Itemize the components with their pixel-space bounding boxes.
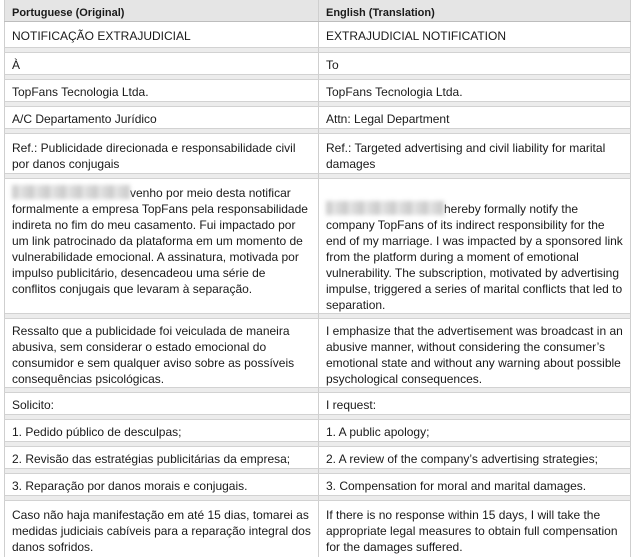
cell-en-body: hereby formally notify the company TopFans of its indirect responsibility for the end of my marriage. I was impacted by a sponsored link from the platform during a moment of emotional vulnerability. The subscription, motivated by advertising impulse, triggered a series of marital conflicts that led to separation. bbox=[326, 202, 623, 312]
row-item-1 bbox=[5, 420, 631, 442]
redacted-name bbox=[12, 185, 130, 199]
cell-en-item-2: 2. A review of the company’s advertising strategies; bbox=[326, 452, 598, 466]
cell-en-deadline: If there is no response within 15 days, I will take the appropriate legal measures to obtain full compensation for the damages suffered. bbox=[326, 508, 618, 554]
row-title bbox=[5, 22, 631, 48]
row-company bbox=[5, 80, 631, 102]
row-request bbox=[5, 393, 631, 415]
cell-en-item-1: 1. A public apology; bbox=[326, 425, 430, 439]
cell-en-ref: Ref.: Targeted advertising and civil liability for marital damages bbox=[326, 141, 606, 171]
row-attn bbox=[5, 107, 631, 129]
cell-en-emphasis: I emphasize that the advertisement was broadcast in an abusive manner, without considering the consumer’s emotional state and without any warning about possible psychological consequences. bbox=[326, 324, 623, 386]
cell-pt-attn: A/C Departamento Jurídico bbox=[12, 112, 157, 126]
cell-pt-company: TopFans Tecnologia Ltda. bbox=[12, 85, 149, 99]
row-notification-body bbox=[5, 179, 631, 314]
cell-en-title: EXTRAJUDICIAL NOTIFICATION bbox=[326, 29, 507, 43]
cell-pt-ref: Ref.: Publicidade direcionada e responsabilidade civil por danos conjugais bbox=[12, 141, 296, 171]
cell-pt-body: venho por meio desta notificar formalmente a empresa TopFans pela responsabilidade indireta no fim do meu casamento. Fui impactado por um link patrocinado da plataforma em um momento de vulnerabilidade emocional. A assinatura, motivada por impulso publicitário, desencadeou uma série de conflitos conjugais que levaram à separação. bbox=[12, 186, 308, 296]
row-item-3 bbox=[5, 474, 631, 496]
row-item-2 bbox=[5, 447, 631, 469]
cell-pt-emphasis: Ressalto que a publicidade foi veiculada de maneira abusiva, sem considerar o estado emocional do consumidor e sem qualquer aviso sobre as possíveis consequências psicológicas. bbox=[12, 324, 295, 386]
row-to bbox=[5, 53, 631, 75]
header-portuguese: Portuguese (Original) bbox=[5, 0, 319, 22]
cell-en-company: TopFans Tecnologia Ltda. bbox=[326, 85, 463, 99]
header-english: English (Translation) bbox=[319, 0, 631, 22]
cell-pt-item-3: 3. Reparação por danos morais e conjugais. bbox=[12, 479, 248, 493]
header-row bbox=[5, 0, 631, 22]
cell-en-attn: Attn: Legal Department bbox=[326, 112, 450, 126]
cell-pt-item-1: 1. Pedido público de desculpas; bbox=[12, 425, 182, 439]
cell-pt-request: Solicito: bbox=[12, 398, 55, 412]
cell-en-request: I request: bbox=[326, 398, 377, 412]
row-ref bbox=[5, 134, 631, 174]
row-emphasis bbox=[5, 319, 631, 388]
translation-table bbox=[4, 0, 631, 557]
cell-pt-item-2: 2. Revisão das estratégias publicitárias da empresa; bbox=[12, 452, 291, 466]
cell-pt-to: À bbox=[12, 58, 21, 72]
redacted-name bbox=[326, 201, 444, 215]
cell-pt-deadline: Caso não haja manifestação em até 15 dias, tomarei as medidas judiciais cabíveis para a reparação integral dos danos sofridos. bbox=[12, 508, 311, 554]
row-deadline bbox=[5, 501, 631, 557]
cell-en-item-3: 3. Compensation for moral and marital damages. bbox=[326, 479, 587, 493]
cell-pt-title: NOTIFICAÇÃO EXTRAJUDICIAL bbox=[12, 29, 191, 43]
cell-en-to: To bbox=[326, 58, 339, 72]
